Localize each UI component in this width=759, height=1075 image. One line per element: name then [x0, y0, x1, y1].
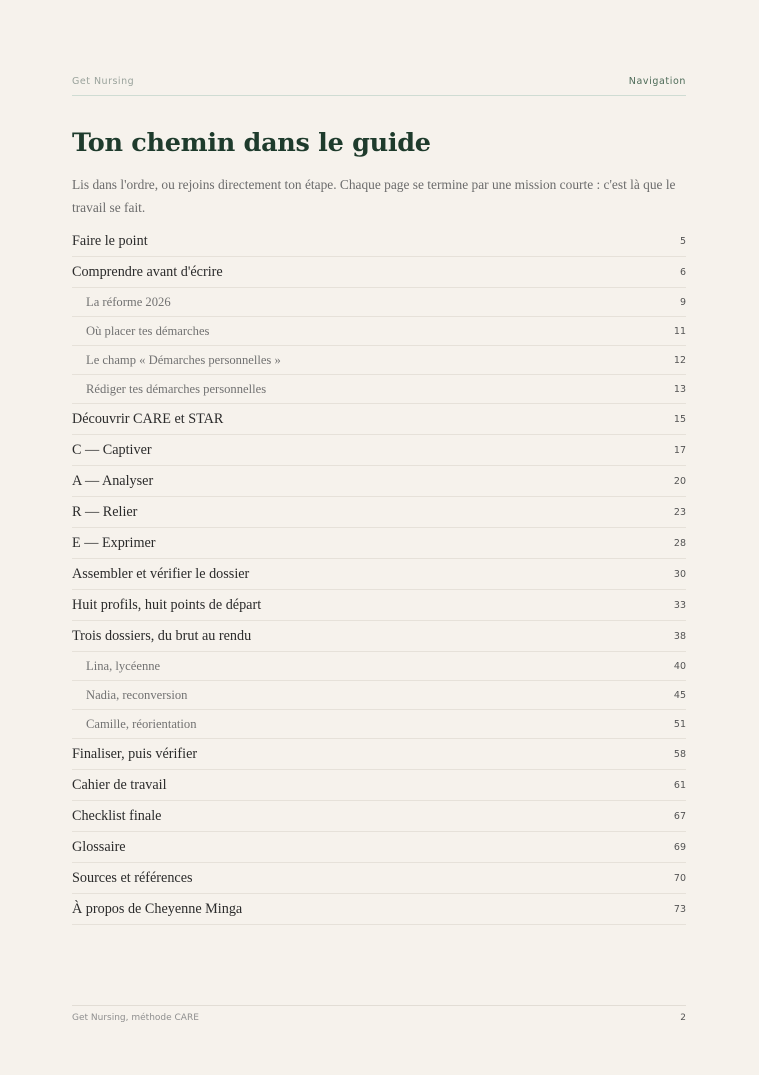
toc-entry-label: Comprendre avant d'écrire	[72, 263, 223, 280]
toc-subentry[interactable]	[72, 346, 686, 375]
toc-subentry[interactable]	[72, 652, 686, 681]
toc-entry-page-number: 6	[679, 266, 686, 278]
intro-paragraph: Lis dans l'ordre, ou rejoins directement ton étape. Chaque page se termine par une mission courte : c'est là que le travail se fait.	[72, 177, 676, 215]
toc-entry[interactable]	[72, 226, 686, 257]
toc-entry-label: R — Relier	[72, 503, 138, 520]
toc-entry[interactable]	[72, 559, 686, 590]
toc-entry[interactable]	[72, 770, 686, 801]
toc-entry-label: Lina, lycéenne	[86, 658, 161, 673]
toc-subentry[interactable]	[72, 710, 686, 739]
toc-entry[interactable]	[72, 801, 686, 832]
toc-entry-label: E — Exprimer	[72, 534, 156, 551]
toc-entry-label: Faire le point	[72, 232, 148, 249]
toc-entry-label: A — Analyser	[72, 472, 154, 489]
toc-entry-label: C — Captiver	[72, 441, 152, 458]
toc-entry[interactable]	[72, 528, 686, 559]
toc-entry-label: Glossaire	[72, 838, 126, 855]
toc-entry-label: Cahier de travail	[72, 776, 167, 793]
toc-entry[interactable]	[72, 435, 686, 466]
toc-subentry[interactable]	[72, 288, 686, 317]
toc-entry[interactable]	[72, 739, 686, 770]
table-of-contents	[72, 226, 686, 925]
toc-entry-page-number: 23	[673, 506, 686, 518]
toc-entry-label: Camille, réorientation	[86, 716, 197, 731]
running-header	[72, 75, 686, 96]
footer-page-number: 2	[680, 1013, 686, 1023]
toc-subentry[interactable]	[72, 681, 686, 710]
toc-entry-label: Assembler et vérifier le dossier	[72, 565, 250, 582]
toc-entry-label: Rédiger tes démarches personnelles	[86, 381, 267, 396]
toc-entry[interactable]	[72, 404, 686, 435]
toc-entry-page-number: 33	[673, 599, 686, 611]
toc-entry-page-number: 51	[673, 718, 686, 730]
toc-entry-page-number: 20	[673, 475, 686, 487]
toc-entry[interactable]	[72, 466, 686, 497]
header-section: Navigation	[628, 76, 686, 87]
toc-entry-page-number: 30	[673, 568, 686, 580]
toc-entry-page-number: 73	[673, 903, 686, 915]
toc-entry-page-number: 13	[673, 383, 686, 395]
toc-entry-label: Sources et références	[72, 869, 193, 886]
footer-text: Get Nursing, méthode CARE	[72, 1013, 199, 1023]
toc-entry-page-number: 38	[673, 630, 686, 642]
toc-entry-page-number: 11	[673, 325, 686, 337]
toc-entry-page-number: 12	[673, 354, 686, 366]
toc-entry-page-number: 67	[673, 810, 686, 822]
toc-entry-label: Le champ « Démarches personnelles »	[86, 352, 281, 367]
toc-entry[interactable]	[72, 621, 686, 652]
toc-entry[interactable]	[72, 832, 686, 863]
toc-entry-label: Checklist finale	[72, 807, 162, 824]
toc-entry[interactable]	[72, 894, 686, 925]
toc-entry-page-number: 5	[679, 235, 686, 247]
toc-entry-label: Nadia, reconversion	[86, 687, 188, 702]
toc-entry-page-number: 58	[673, 748, 686, 760]
toc-subentry[interactable]	[72, 317, 686, 346]
toc-entry-page-number: 61	[673, 779, 686, 791]
header-brand: Get Nursing	[72, 76, 135, 87]
toc-entry[interactable]	[72, 257, 686, 288]
toc-entry-page-number: 40	[673, 660, 686, 672]
toc-entry-label: Huit profils, huit points de départ	[72, 596, 262, 613]
toc-entry[interactable]	[72, 863, 686, 894]
toc-entry-page-number: 9	[679, 296, 686, 308]
toc-entry-page-number: 17	[673, 444, 686, 456]
toc-entry-page-number: 70	[673, 872, 686, 884]
toc-entry-label: Découvrir CARE et STAR	[72, 410, 224, 427]
running-footer	[72, 1005, 686, 1023]
toc-subentry[interactable]	[72, 375, 686, 404]
toc-entry-page-number: 28	[673, 537, 686, 549]
toc-entry-label: Trois dossiers, du brut au rendu	[72, 627, 252, 644]
toc-entry-label: Où placer tes démarches	[86, 323, 210, 338]
page-title: Ton chemin dans le guide	[72, 128, 431, 158]
toc-entry[interactable]	[72, 497, 686, 528]
toc-entry-label: À propos de Cheyenne Minga	[72, 900, 243, 917]
toc-entry-page-number: 45	[673, 689, 686, 701]
toc-entry-page-number: 15	[673, 413, 686, 425]
toc-entry[interactable]	[72, 590, 686, 621]
toc-entry-label: La réforme 2026	[86, 294, 171, 309]
toc-entry-page-number: 69	[673, 841, 686, 853]
toc-entry-label: Finaliser, puis vérifier	[72, 745, 198, 762]
